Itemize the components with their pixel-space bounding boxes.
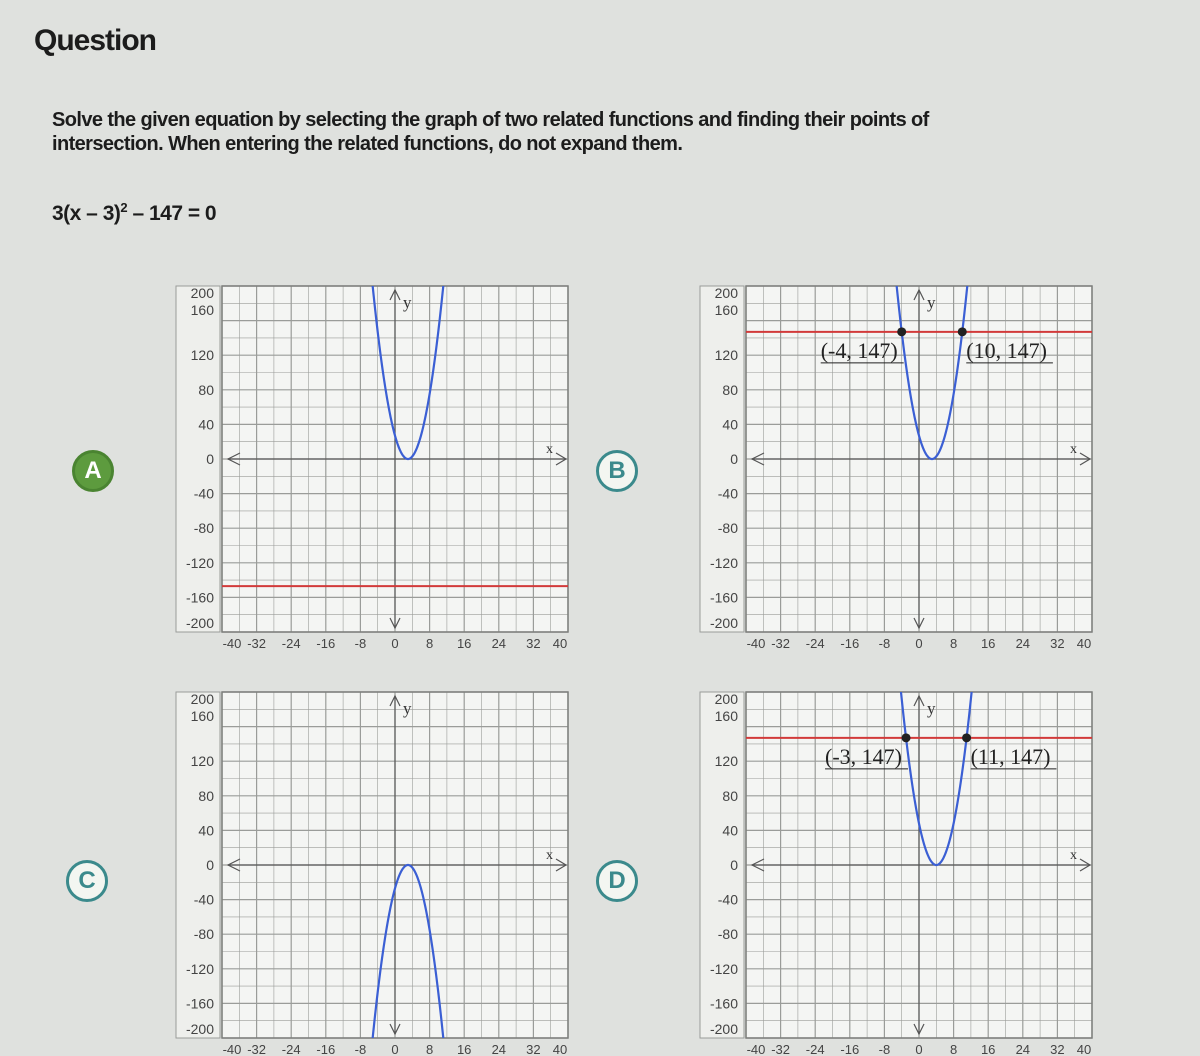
- y-tick-label: 160: [190, 708, 214, 724]
- x-tick-label: 40: [552, 636, 568, 651]
- y-tick-label: -40: [193, 485, 214, 502]
- x-tick-label: 16: [980, 636, 996, 651]
- intersection-label: (-4, 147): [820, 337, 898, 363]
- instructions-line-1: Solve the given equation by selecting the graph of two related functions and finding their points of: [52, 109, 929, 131]
- x-tick-label: -24: [281, 1042, 301, 1056]
- option-b-radio[interactable]: [596, 450, 638, 492]
- x-tick-label: 40: [552, 1042, 568, 1056]
- y-axis-label: y: [403, 699, 412, 718]
- y-tick-label: -200: [709, 615, 738, 631]
- y-tick-label: 160: [714, 302, 738, 318]
- x-tick-label: -32: [771, 636, 790, 651]
- x-tick-label: 24: [491, 1042, 507, 1056]
- option-d-radio[interactable]: [596, 860, 638, 902]
- x-tick-label: -24: [805, 636, 825, 651]
- equation-base: 3(x – 3): [52, 202, 121, 225]
- y-tick-label: 40: [198, 822, 214, 839]
- intersection-point: [958, 327, 967, 336]
- y-tick-label: -160: [185, 995, 214, 1012]
- question-instructions: [52, 108, 1152, 156]
- y-tick-label: -40: [193, 891, 214, 908]
- y-tick-label: 120: [714, 753, 738, 770]
- instructions-line-2: intersection. When entering the related functions, do not expand them.: [52, 133, 683, 155]
- x-tick-label: -40: [746, 1042, 766, 1056]
- y-tick-label: 0: [730, 451, 738, 467]
- option-c-letter: C: [78, 867, 96, 894]
- y-tick-label: -160: [185, 589, 214, 606]
- x-tick-label: -24: [281, 636, 301, 651]
- option-c-graph[interactable]: [176, 690, 568, 1056]
- x-tick-label: -32: [247, 636, 266, 651]
- x-tick-label: 24: [1015, 636, 1031, 651]
- graph-svg: [700, 284, 1092, 650]
- y-tick-label: -80: [193, 520, 214, 537]
- option-a-letter: A: [84, 457, 102, 484]
- x-tick-label: 40: [1076, 636, 1092, 651]
- x-tick-label: 16: [456, 636, 472, 651]
- y-tick-label: -120: [185, 554, 214, 571]
- x-tick-label: 8: [425, 1042, 434, 1056]
- x-tick-label: 8: [949, 1042, 958, 1056]
- x-tick-label: 40: [1076, 1042, 1092, 1056]
- x-tick-label: -16: [316, 636, 336, 651]
- x-tick-label: 32: [1050, 636, 1065, 651]
- y-tick-label: 80: [722, 787, 738, 804]
- x-tick-label: 8: [425, 636, 434, 651]
- x-tick-label: -8: [354, 636, 367, 651]
- y-tick-label: -120: [709, 960, 738, 977]
- y-tick-label: -80: [193, 926, 214, 943]
- y-tick-label: 200: [190, 691, 214, 707]
- y-tick-label: 0: [206, 451, 214, 467]
- x-tick-label: -24: [805, 1042, 825, 1056]
- option-a-graph[interactable]: [176, 284, 568, 650]
- x-tick-label: 32: [526, 636, 541, 651]
- intersection-label: (11, 147): [970, 743, 1051, 769]
- intersection-label: (-3, 147): [825, 743, 903, 769]
- y-tick-label: -40: [717, 891, 738, 908]
- equation-rest: – 147 = 0: [127, 202, 217, 225]
- option-b-graph[interactable]: [700, 284, 1092, 650]
- x-tick-label: -16: [840, 636, 860, 651]
- x-tick-label: -32: [247, 1042, 266, 1056]
- x-tick-label: -8: [354, 1042, 367, 1056]
- x-axis-label: x: [546, 442, 553, 457]
- x-tick-label: 0: [915, 636, 923, 651]
- x-axis-label: x: [1070, 442, 1077, 457]
- x-tick-label: 0: [391, 1042, 399, 1056]
- y-tick-label: 200: [190, 285, 214, 301]
- equation: [52, 200, 216, 226]
- graph-svg: [700, 690, 1092, 1056]
- intersection-point: [897, 327, 906, 336]
- y-tick-label: -160: [709, 589, 738, 606]
- x-tick-label: 24: [1015, 1042, 1031, 1056]
- y-tick-label: -200: [185, 615, 214, 631]
- y-axis-label: y: [927, 293, 936, 312]
- x-tick-label: 0: [391, 636, 399, 651]
- x-tick-label: 32: [526, 1042, 541, 1056]
- y-tick-label: -120: [185, 960, 214, 977]
- y-tick-label: 80: [198, 787, 214, 804]
- y-tick-label: 80: [722, 381, 738, 398]
- x-tick-label: -8: [878, 636, 891, 651]
- x-tick-label: -32: [771, 1042, 790, 1056]
- y-axis-label: y: [403, 293, 412, 312]
- x-tick-label: 8: [949, 636, 958, 651]
- x-tick-label: -16: [840, 1042, 860, 1056]
- y-tick-label: -40: [717, 485, 738, 502]
- option-b-letter: B: [608, 457, 626, 484]
- x-tick-label: -8: [878, 1042, 891, 1056]
- option-c-radio[interactable]: [66, 860, 108, 902]
- y-tick-label: 120: [190, 753, 214, 770]
- y-tick-label: -160: [709, 995, 738, 1012]
- x-axis-label: x: [1070, 848, 1077, 863]
- x-tick-label: 16: [456, 1042, 472, 1056]
- y-tick-label: -200: [709, 1021, 738, 1037]
- question-heading: Question: [34, 24, 157, 57]
- equation-exponent: 2: [120, 200, 128, 215]
- y-tick-label: 200: [714, 691, 738, 707]
- y-tick-label: -120: [709, 554, 738, 571]
- y-tick-label: 160: [714, 708, 738, 724]
- graph-svg: [176, 690, 568, 1056]
- y-axis-label: y: [927, 699, 936, 718]
- x-tick-label: -40: [222, 1042, 242, 1056]
- y-tick-label: 120: [714, 347, 738, 364]
- intersection-label: (10, 147): [966, 337, 1047, 363]
- y-tick-label: 40: [198, 416, 214, 433]
- option-d-letter: D: [608, 867, 626, 894]
- y-tick-label: -80: [717, 520, 738, 537]
- option-d-graph[interactable]: [700, 690, 1092, 1056]
- x-tick-label: -16: [316, 1042, 336, 1056]
- y-tick-label: -200: [185, 1021, 214, 1037]
- option-a-radio[interactable]: [72, 450, 114, 492]
- y-tick-label: 200: [714, 285, 738, 301]
- y-tick-label: 40: [722, 822, 738, 839]
- x-tick-label: 24: [491, 636, 507, 651]
- y-tick-label: 40: [722, 416, 738, 433]
- y-tick-label: 0: [206, 857, 214, 873]
- y-tick-label: 160: [190, 302, 214, 318]
- x-tick-label: -40: [222, 636, 242, 651]
- intersection-point: [902, 733, 911, 742]
- x-tick-label: 32: [1050, 1042, 1065, 1056]
- y-tick-label: -80: [717, 926, 738, 943]
- y-tick-label: 0: [730, 857, 738, 873]
- x-tick-label: 0: [915, 1042, 923, 1056]
- y-tick-label: 80: [198, 381, 214, 398]
- x-axis-label: x: [546, 848, 553, 863]
- x-tick-label: -40: [746, 636, 766, 651]
- y-tick-label: 120: [190, 347, 214, 364]
- x-tick-label: 16: [980, 1042, 996, 1056]
- graph-svg: [176, 284, 568, 650]
- intersection-point: [962, 733, 971, 742]
